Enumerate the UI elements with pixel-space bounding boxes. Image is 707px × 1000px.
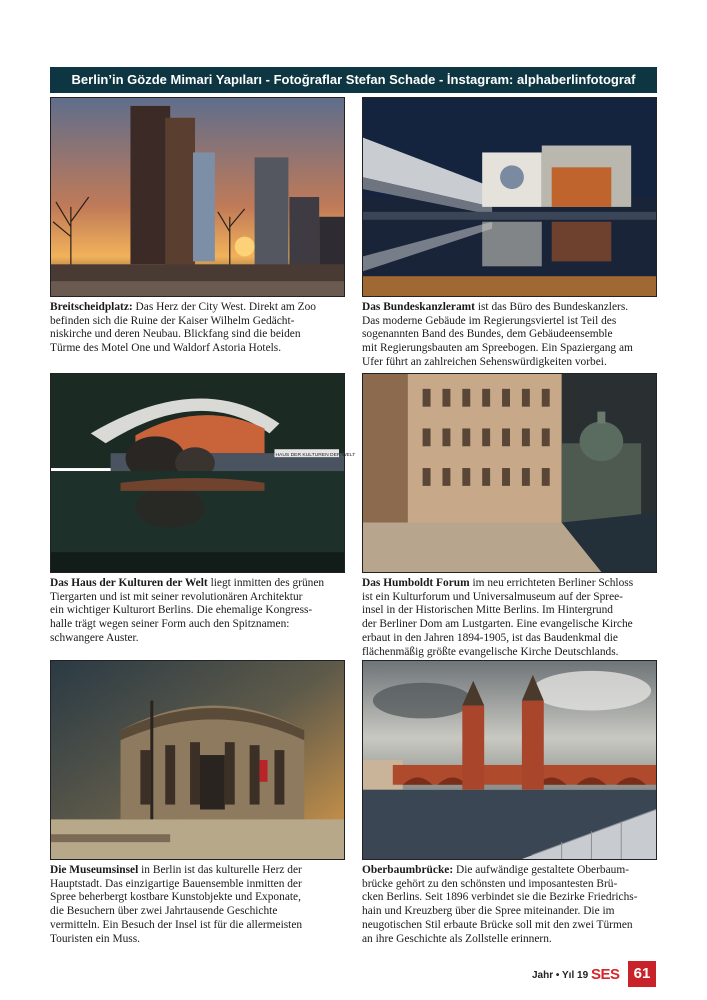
caption-line: halle trägt wegen seiner Form auch den Spitznamen: [50, 618, 290, 631]
caption-humboldt-forum [362, 577, 662, 659]
caption-line: vermitteln. Ein Besuch der Insel ist für die allermeisten [50, 918, 303, 931]
caption-line: in Berlin ist das kulturelle Herz der [141, 864, 302, 876]
photo-humboldt-forum [362, 373, 657, 573]
caption-line: der Berliner Dom am Lustgarten. Eine evangelische Kirche [362, 618, 633, 631]
caption-line: Türme des Motel One und Waldorf Astoria Hotels. [50, 342, 282, 355]
caption-title: Das Humboldt Forum [362, 577, 470, 589]
caption-line: Ufer führt an zahlreichen Sehenswürdigkeiten vorbei. [362, 355, 607, 368]
caption-line: Das moderne Gebäude im Regierungsviertel ist Teil des [362, 314, 617, 327]
caption-bundeskanzleramt [362, 301, 662, 370]
caption-line: die Besuchern über zwei Jahrtausende Geschichte [50, 905, 278, 918]
caption-line: im neu errichteten Berliner Schloss [472, 577, 634, 589]
photo-oberbaumbruecke [362, 660, 657, 860]
page-title: Berlin’in Gözde Mimari Yapıları - Fotoğraflar Stefan Schade - İnstagram: alphaberlinfotograf [71, 72, 636, 87]
caption-line: hain und Kreuzberg über die Spree miteinander. Die im [362, 905, 615, 918]
magazine-logo: SES [591, 966, 620, 983]
photo-haus-der-kulturen [50, 373, 356, 573]
caption-line: ist das Büro des Bundeskanzlers. [477, 301, 629, 313]
caption-line: an ihre Geschichte als Zollstelle erinnern. [362, 932, 552, 945]
caption-line: cken Berlins. Seit 1896 verbindet sie die Bezirke Friedrichs- [362, 891, 638, 904]
caption-line: erbaut in den Jahren 1894-1905, ist das Baudenkmal die [362, 631, 618, 644]
caption-title: Die Museumsinsel [50, 864, 139, 876]
caption-breitscheidplatz [50, 301, 350, 356]
caption-line: sogenannten Band des Bundes, dem Gebäudeensemble [362, 328, 613, 341]
caption-title: Breitscheidplatz: [50, 301, 133, 313]
caption-line: neugotischen Stil erbaute Brücke soll mit den zwei Türmen [362, 918, 633, 931]
caption-line: liegt inmitten des grünen [210, 577, 325, 589]
caption-museumsinsel [50, 864, 350, 946]
page-number: 61 [628, 961, 656, 987]
caption-line: Spree beherbergt kostbare Kunstobjekte und Exponate, [50, 891, 301, 904]
caption-line: Hauptstadt. Das einzigartige Bauensemble inmitten der [50, 877, 302, 890]
caption-title: Oberbaumbrücke: [362, 864, 454, 876]
caption-line: niskirche und deren Neubau. Blickfang sind die beiden [50, 328, 301, 341]
caption-line: ein wichtiger Kulturort Berlins. Die ehemalige Kongress- [50, 604, 313, 617]
caption-line: flächenmäßig größte evangelische Kirche Deutschlands. [362, 645, 619, 658]
issue-label: Jahr • Yıl 19 [532, 970, 589, 981]
caption-haus-der-kulturen [50, 577, 350, 646]
page-title-banner [50, 67, 657, 93]
caption-line: Das Herz der City West. Direkt am Zoo [135, 301, 316, 313]
photo-museumsinsel [50, 660, 345, 860]
caption-oberbaumbruecke [362, 864, 662, 946]
caption-line: Tiergarten und ist mit seiner revolutionären Architektur [50, 590, 303, 603]
caption-line: brücke gehört zu den schönsten und imposantesten Brü- [362, 877, 618, 890]
caption-title: Das Bundeskanzleramt [362, 301, 475, 313]
sign-text: HAUS DER KULTUREN DER WELT [275, 453, 356, 459]
photo-bundeskanzleramt [362, 97, 657, 297]
caption-line: schwangere Auster. [50, 631, 139, 644]
caption-title: Das Haus der Kulturen der Welt [50, 577, 208, 589]
caption-line: Touristen ein Muss. [50, 932, 141, 945]
caption-line: Die aufwändige gestaltete Oberbaum- [456, 864, 630, 876]
caption-line: insel in der Historischen Mitte Berlins. Im Hintergrund [362, 604, 613, 617]
caption-line: befinden sich die Ruine der Kaiser Wilhelm Gedächt- [50, 314, 295, 327]
photo-breitscheidplatz [50, 97, 345, 297]
caption-line: ist ein Kulturforum und Universalmuseum auf der Spree- [362, 590, 623, 603]
caption-line: mit Regierungsbauten am Spreebogen. Ein Spaziergang am [362, 342, 633, 355]
